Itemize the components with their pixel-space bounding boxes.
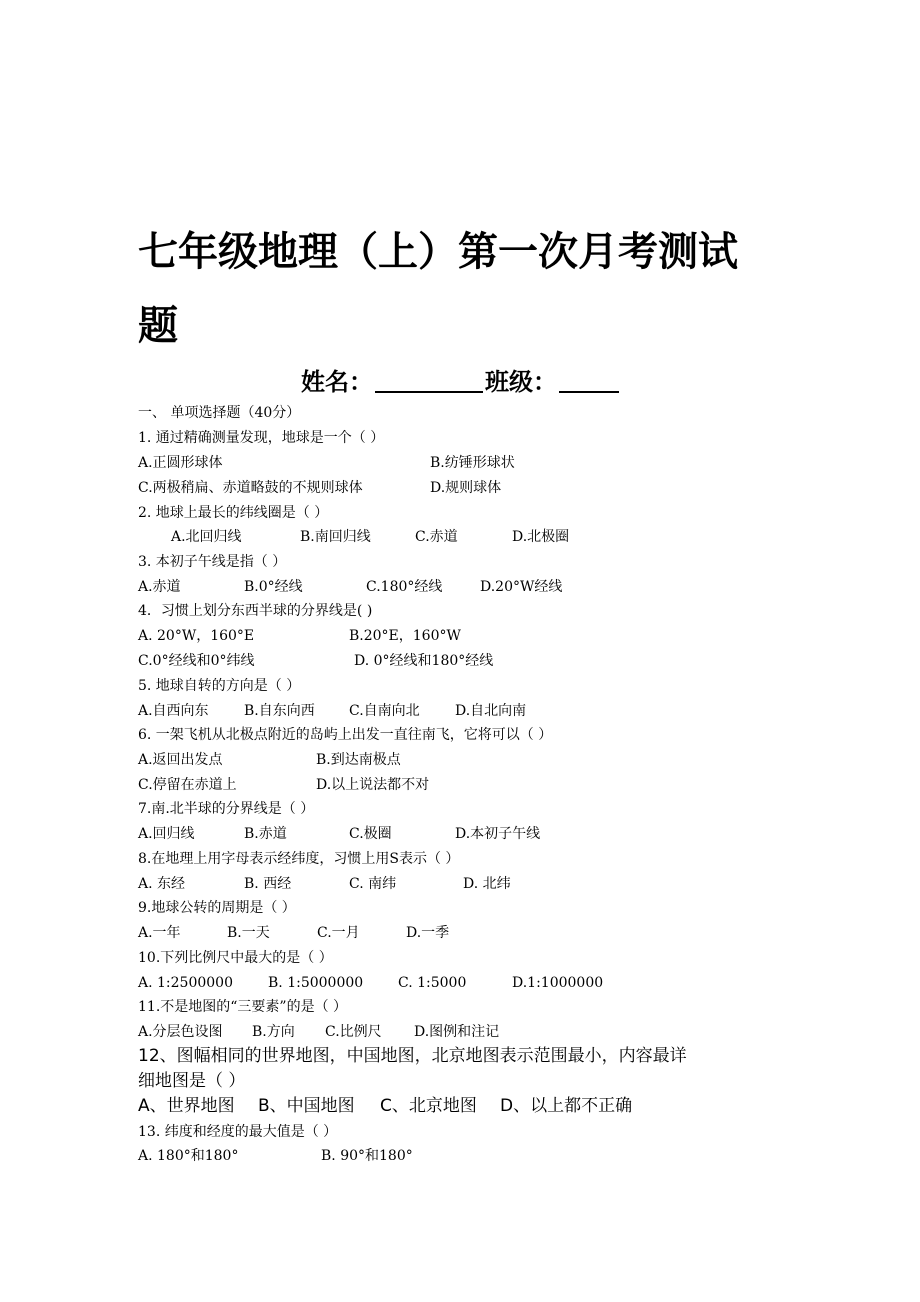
- option-a: A.返回出发点: [138, 752, 223, 768]
- name-blank[interactable]: [375, 369, 483, 393]
- option-a: A. 20°W，160°E: [138, 628, 255, 644]
- option-d: D、以上都不正确: [500, 1096, 633, 1116]
- option-a: A. 180°和180°: [138, 1148, 239, 1164]
- option-a: A.正圆形球体: [138, 455, 223, 471]
- page-title-line-2: 题: [138, 303, 178, 349]
- option-d: D. 北纬: [463, 876, 511, 892]
- question-10: 10.下列比例尺中最大的是（ ）: [138, 950, 333, 966]
- section-heading: 一、 单项选择题（40分）: [138, 405, 301, 421]
- option-b: B. 90°和180°: [321, 1148, 413, 1164]
- option-c: C.0°经线和0°纬线: [138, 653, 255, 669]
- question-1: 1. 通过精确测量发现，地球是一个（ ）: [138, 430, 385, 446]
- question-4: 4．习惯上划分东西半球的分界线是( ): [138, 603, 373, 619]
- option-a: A.北回归线: [171, 529, 242, 545]
- option-b: B.方向: [252, 1024, 295, 1040]
- option-d: D.20°W经线: [480, 579, 563, 595]
- option-d: D.本初子午线: [455, 826, 541, 842]
- option-c: C.两极稍扁、赤道略鼓的不规则球体: [138, 480, 363, 496]
- question-9: 9.地球公转的周期是（ ）: [138, 900, 296, 916]
- option-c: C.极圈: [349, 826, 392, 842]
- option-c: C.比例尺: [325, 1024, 382, 1040]
- question-6: 6. 一架飞机从北极点附近的岛屿上出发一直往南飞，它将可以（ ）: [138, 727, 553, 743]
- option-b: B.一天: [227, 925, 270, 941]
- option-a: A、世界地图: [138, 1096, 235, 1116]
- option-b: B.自东向西: [244, 703, 315, 719]
- name-label: 姓名：: [301, 368, 373, 396]
- option-b: B.20°E，160°W: [349, 628, 461, 644]
- option-b: B. 1:5000000: [268, 975, 364, 991]
- question-12: 12、图幅相同的世界地图，中国地图，北京地图表示范围最小，内容最详: [138, 1046, 687, 1066]
- question-8: 8.在地理上用字母表示经纬度，习惯上用S表示（ ）: [138, 851, 460, 867]
- option-a: A.赤道: [138, 579, 181, 595]
- option-d: D.规则球体: [430, 480, 502, 496]
- option-c: C.自南向北: [349, 703, 420, 719]
- option-d: D. 0°经线和180°经线: [354, 653, 494, 669]
- option-c: C. 1:5000: [398, 975, 467, 991]
- option-b: B.0°经线: [244, 579, 303, 595]
- option-d: D.自北向南: [455, 703, 527, 719]
- page-title-line-1: 七年级地理（上）第一次月考测试: [138, 229, 738, 275]
- option-b: B.赤道: [244, 826, 287, 842]
- option-d: D.以上说法都不对: [316, 777, 430, 793]
- option-a: A.自西向东: [138, 703, 209, 719]
- question-11: 11.不是地图的“三要素”的是（ ）: [138, 999, 348, 1015]
- option-c: C.一月: [317, 925, 360, 941]
- question-3: 3. 本初子午线是指（ ）: [138, 554, 287, 570]
- question-13: 13. 纬度和经度的最大值是（ ）: [138, 1124, 338, 1140]
- option-a: A.分层色设图: [138, 1024, 223, 1040]
- option-b: B、中国地图: [258, 1096, 355, 1116]
- option-a: A.回归线: [138, 826, 195, 842]
- question-2: 2. 地球上最长的纬线圈是（ ）: [138, 505, 329, 521]
- option-c: C、北京地图: [380, 1096, 477, 1116]
- option-c: C.180°经线: [366, 579, 443, 595]
- option-d: D.北极圈: [512, 529, 570, 545]
- student-info-line: [0, 362, 920, 397]
- option-c: C.停留在赤道上: [138, 777, 237, 793]
- class-blank[interactable]: [559, 369, 619, 393]
- class-label: 班级：: [485, 368, 557, 396]
- option-a: A. 1:2500000: [138, 975, 233, 991]
- option-c: C.赤道: [415, 529, 458, 545]
- option-b: B.南回归线: [300, 529, 371, 545]
- option-b: B. 西经: [244, 876, 292, 892]
- option-d: D.图例和注记: [414, 1024, 500, 1040]
- option-b: B.到达南极点: [316, 752, 401, 768]
- option-c: C. 南纬: [349, 876, 397, 892]
- option-d: D.1:1000000: [512, 975, 604, 991]
- option-b: B.纺锤形球状: [430, 455, 515, 471]
- question-7: 7.南.北半球的分界线是（ ）: [138, 801, 315, 817]
- option-a: A.一年: [138, 925, 181, 941]
- question-5: 5. 地球自转的方向是（ ）: [138, 678, 301, 694]
- option-a: A. 东经: [138, 876, 186, 892]
- option-d: D.一季: [406, 925, 450, 941]
- question-12-continued: 细地图是（ ）: [138, 1071, 246, 1091]
